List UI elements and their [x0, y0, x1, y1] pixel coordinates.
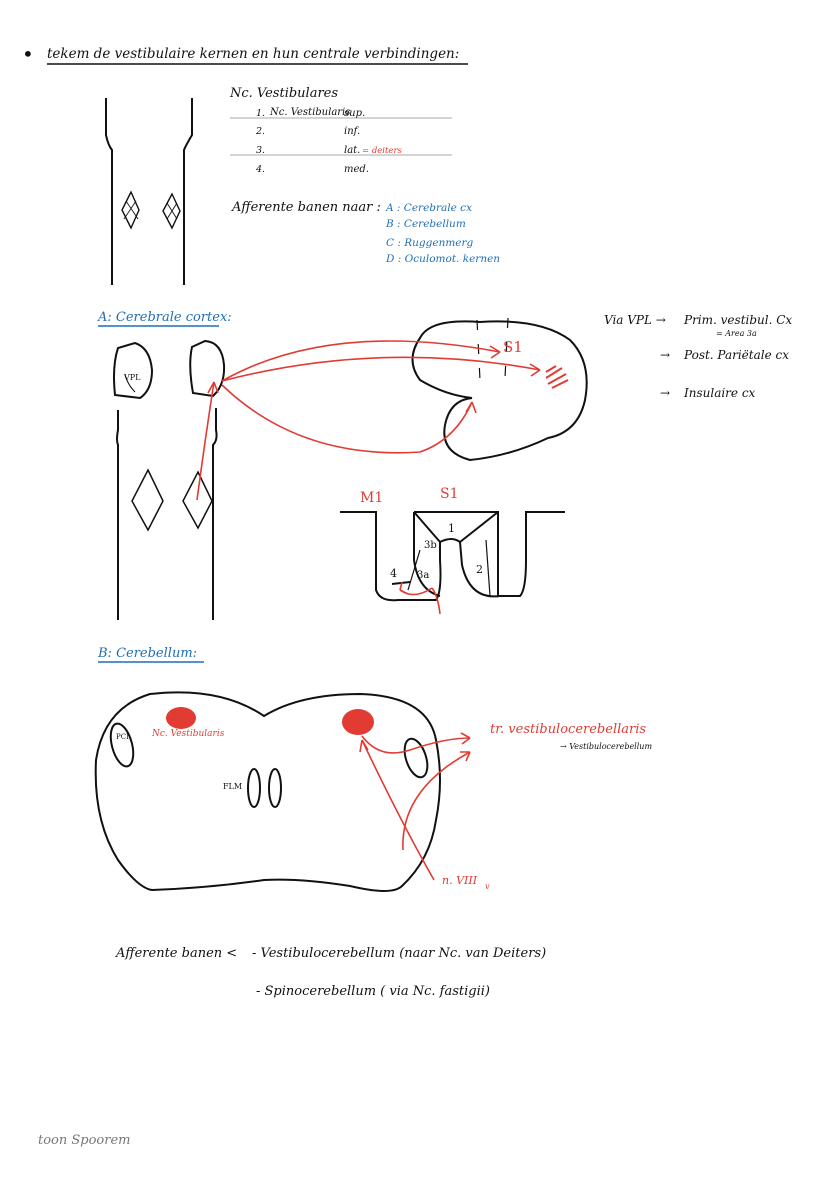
area-3a-hatch: [546, 366, 568, 388]
efferent-item-b: B : Cerebellum: [386, 218, 466, 230]
efferent-item-d: D : Oculomot. kernen: [386, 253, 501, 265]
nerve-label: n. VIII: [442, 874, 478, 887]
area-3a-label: 3a: [417, 570, 430, 581]
via-vpl-label: Via VPL →: [604, 313, 666, 327]
tract-label: tr. vestibulocerebellaris: [490, 722, 647, 737]
m1-label: M1: [360, 490, 384, 506]
pci-label: PCI: [116, 733, 129, 741]
cerebellar-pathways: [360, 733, 470, 880]
nuclei-row-1-pos: sup.: [344, 108, 366, 119]
nuclei-row-2-num: 2.: [256, 126, 266, 137]
s1-label: S1: [440, 486, 459, 502]
area-4-label: 4: [390, 567, 397, 580]
vpl-projections: [197, 341, 540, 500]
vpl-label: VPL: [124, 373, 141, 382]
nuclei-row-4-num: 4.: [256, 164, 266, 175]
nuclei-row-2-pos: inf.: [344, 126, 361, 137]
target-1: Prim. vestibul. Cx: [684, 313, 793, 327]
flm-label: FLM: [223, 782, 243, 791]
page-title: tekem de vestibulaire kernen en hun centrale verbindingen:: [47, 46, 460, 62]
area-1-label: 1: [448, 522, 455, 535]
afferent-item-1: - Vestibulocerebellum (naar Nc. van Deiters): [252, 946, 547, 961]
target-3: Insulaire cx: [684, 386, 756, 400]
brainstem-sketch-top: [106, 98, 192, 285]
target-1-sub: = Area 3a: [716, 329, 757, 338]
efferent-item-c: C : Ruggenmerg: [386, 237, 474, 249]
area-3b-label: 3b: [424, 540, 437, 551]
nuclei-row-3-num: 3.: [256, 145, 266, 156]
area-2-label: 2: [476, 563, 483, 576]
efferent-item-a: A : Cerebrale cx: [386, 202, 472, 214]
nuclei-row-1-num: 1.: [256, 108, 266, 119]
target-2-arrow: →: [660, 348, 671, 362]
nuclei-row-1-name: Nc. Vestibularis: [270, 107, 351, 118]
bullet: •: [22, 42, 34, 66]
signature: toon Spoorem: [38, 1133, 131, 1148]
nuclei-row-3-note: = deiters: [362, 146, 402, 156]
target-3-arrow: →: [660, 386, 671, 400]
section-a-title: A: Cerebrale cortex:: [98, 310, 232, 325]
nc-vestibularis-label: Nc. Vestibularis: [152, 729, 225, 739]
efferent-label: Afferente banen naar :: [232, 200, 381, 215]
brainstem-sketch-a: [114, 341, 224, 620]
nuclei-row-3-pos: lat.: [344, 145, 361, 156]
sulcus-red-path: [400, 582, 440, 614]
nuclei-heading: Nc. Vestibulares: [230, 86, 339, 101]
cortex-sketch: [413, 318, 587, 460]
afferent-label: Afferente banen <: [116, 946, 238, 961]
target-2: Post. Pariëtale cx: [684, 348, 790, 362]
nuclei-row-4-pos: med.: [344, 164, 369, 175]
section-b-title: B: Cerebellum:: [98, 646, 198, 661]
s1-cortex-label: S1: [503, 338, 523, 356]
nerve-sub-label: v: [485, 882, 490, 891]
afferent-item-2: - Spinocerebellum ( via Nc. fastigii): [256, 984, 490, 999]
tract-sub-label: → Vestibulocerebellum: [560, 742, 653, 751]
medulla-cross-section: [96, 692, 440, 891]
